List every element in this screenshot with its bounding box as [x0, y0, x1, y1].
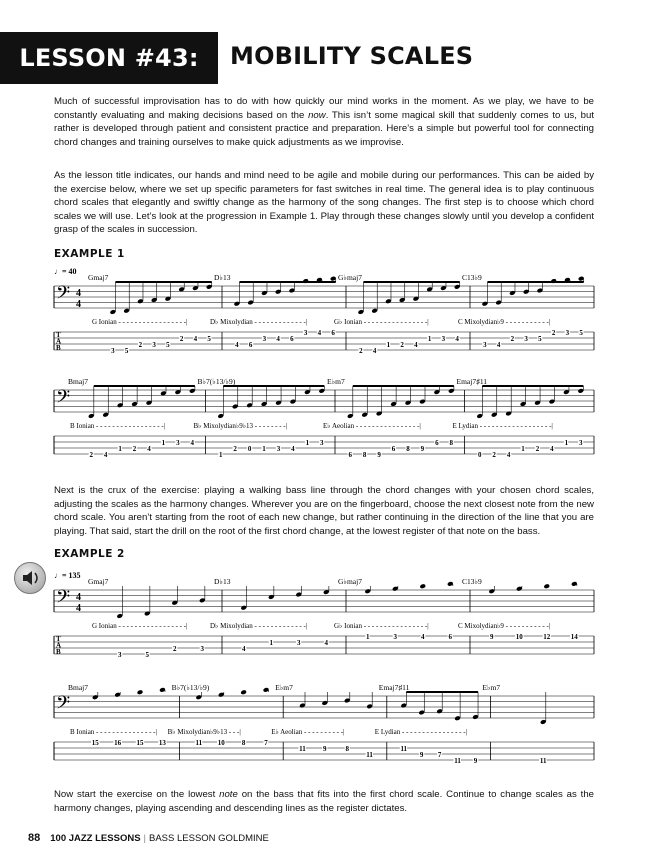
- scale-name: E♭ Aeolian - - - - - - - - - - - - - - - -|: [323, 422, 421, 430]
- tab-fret-number: 2: [400, 340, 404, 349]
- tab-fret-number: 6: [248, 340, 253, 349]
- tab-fret-number: 7: [264, 738, 268, 747]
- chord-symbol: E♭m7: [327, 377, 345, 386]
- tab-fret-number: 15: [91, 738, 99, 747]
- scale-name: D♭ Mixolydian - - - - - - - - - - - - -|: [210, 622, 308, 630]
- tab-fret-number: 1: [118, 444, 122, 453]
- scale-name: G Ionian - - - - - - - - - - - - - - - - -|: [92, 318, 188, 326]
- tab-fret-number: 5: [207, 334, 211, 343]
- tab-fret-number: 12: [543, 632, 551, 641]
- tab-fret-number: 4: [103, 450, 108, 459]
- chord-symbol: G♭maj7: [338, 273, 362, 282]
- bass-clef-icon: 𝄢: [56, 386, 71, 411]
- tab-fret-number: 15: [136, 738, 144, 747]
- scale-name: G♭ Ionian - - - - - - - - - - - - - - - -|: [334, 622, 429, 630]
- scale-name: C Mixolydian♭9 - - - - - - - - - - -|: [458, 622, 551, 630]
- tab-fret-number: 2: [535, 444, 540, 453]
- tab-letter: A: [56, 337, 62, 346]
- tab-fret-number: 6: [290, 334, 294, 343]
- page-footer: 88 100 JAZZ LESSONS | BASS LESSON GOLDMINE: [28, 832, 269, 844]
- tab-fret-number: 4: [550, 444, 554, 453]
- tab-fret-number: 4: [242, 644, 246, 653]
- tab-fret-number: 0: [247, 444, 252, 453]
- time-signature-bottom: 4: [76, 603, 81, 614]
- scale-name: B Ionian - - - - - - - - - - - - - - - - -|: [70, 422, 166, 430]
- tab-fret-number: 11: [299, 744, 306, 753]
- chord-symbol: Gmaj7: [88, 273, 109, 282]
- tab-fret-number: 1: [366, 632, 370, 641]
- tab-fret-number: 3: [176, 438, 180, 447]
- tab-fret-number: 0: [477, 450, 482, 459]
- tab-letter: A: [56, 641, 62, 650]
- scale-name: C Mixolydian♭9 - - - - - - - - - - -|: [458, 318, 551, 326]
- tab-fret-number: 4: [324, 638, 328, 647]
- tab-fret-number: 2: [132, 444, 137, 453]
- tab-fret-number: 1: [427, 334, 432, 343]
- scale-name: B♭ Mixolydian♭9♭13 - - -|: [167, 728, 241, 736]
- tab-fret-number: 8: [406, 444, 410, 453]
- closing-paragraph: Now start the exercise on the lowest note on the bass that fits into the first chord scale. Continue to change scales as the harmony changes, playing ascending and descending lines as the register dictates.: [54, 789, 594, 814]
- example-2-label: EXAMPLE 2: [54, 548, 125, 560]
- lesson-label: LESSON #43:: [0, 32, 218, 84]
- tab-fret-number: 4: [190, 438, 195, 447]
- tab-fret-number: 3: [111, 346, 115, 355]
- chord-symbol: Emaj7♯11: [378, 683, 410, 692]
- series-title: 100 JAZZ LESSONS: [50, 833, 141, 844]
- tab-fret-number: 2: [510, 334, 515, 343]
- bass-clef-icon: 𝄢: [56, 692, 71, 717]
- scale-name: G♭ Ionian - - - - - - - - - - - - - - - -|: [334, 318, 429, 326]
- tab-fret-number: 10: [515, 632, 523, 641]
- example-1-notation: [0, 264, 648, 474]
- tab-fret-number: 9: [420, 444, 425, 453]
- tab-fret-number: 4: [414, 340, 418, 349]
- tab-fret-number: 3: [320, 438, 324, 447]
- tab-fret-number: 11: [366, 750, 373, 759]
- chord-symbol: G♭maj7: [338, 577, 362, 586]
- scale-name: E♭ Aeolian - - - - - - - - - -|: [271, 728, 345, 736]
- page-number: 88: [28, 832, 41, 844]
- tab-fret-number: 9: [419, 750, 424, 759]
- tab-fret-number: 6: [331, 328, 335, 337]
- tab-fret-number: 1: [305, 438, 310, 447]
- tab-fret-number: 11: [539, 756, 547, 765]
- tab-fret-number: 8: [362, 450, 367, 459]
- tab-fret-number: 14: [570, 632, 578, 641]
- tab-fret-number: 5: [538, 334, 542, 343]
- lesson-title: MOBILITY SCALES: [230, 42, 474, 70]
- tab-fret-number: 5: [124, 346, 129, 355]
- chord-symbol: Emaj7♯11: [456, 377, 488, 386]
- tab-fret-number: 6: [348, 450, 352, 459]
- example-2-notation: [0, 564, 648, 786]
- tab-letter: B: [56, 648, 61, 656]
- chord-symbol: C13♭9: [462, 273, 482, 282]
- chord-symbol: Bmaj7: [68, 683, 88, 692]
- scale-name: B Ionian - - - - - - - - - - - - - - -|: [70, 728, 157, 736]
- book-title: BASS LESSON GOLDMINE: [149, 833, 269, 844]
- tab-fret-number: 11: [400, 744, 408, 753]
- tab-fret-number: 4: [421, 632, 425, 641]
- tab-fret-number: 2: [138, 340, 143, 349]
- tab-fret-number: 8: [449, 438, 454, 447]
- chord-symbol: Bmaj7: [68, 377, 88, 386]
- tab-fret-number: 2: [359, 346, 363, 355]
- tab-fret-number: 2: [492, 450, 496, 459]
- tab-fret-number: 5: [145, 650, 149, 659]
- tab-fret-number: 16: [114, 738, 122, 747]
- tab-fret-number: 3: [441, 334, 446, 343]
- tab-fret-number: 1: [269, 638, 273, 647]
- tab-fret-number: 2: [233, 444, 237, 453]
- scale-name: E Lydian - - - - - - - - - - - - - - - - - -|: [452, 422, 553, 430]
- tab-fret-number: 9: [323, 744, 327, 753]
- tab-fret-number: 4: [235, 340, 239, 349]
- chord-symbol: B♭7(♭13/♭9): [171, 683, 210, 692]
- tab-fret-number: 11: [454, 756, 461, 765]
- tab-fret-number: 10: [217, 738, 225, 747]
- scale-name: E Lydian - - - - - - - - - - - - - - - -|: [374, 728, 467, 736]
- tab-fret-number: 8: [241, 738, 246, 747]
- tab-fret-number: 5: [579, 328, 583, 337]
- crux-paragraph: Next is the crux of the exercise: playing a walking bass line through the chord changes with your chosen chord scales, adjusting the scales as the harmony changes. Wherever you are on the fingerboard, choose the next closest note from the new chord scale. You aren’t starting from the root of each new change, but rather continuing in the direction of the line that you are playing. That said, start the drill on the root of the first chord change, at the lowest register of that note on the bass.: [54, 485, 594, 537]
- chord-symbol: Gmaj7: [88, 577, 109, 586]
- intro-paragraph: Much of successful improvisation has to do with how quickly our mind works in the moment. As we play, we have to be constantly evaluating and making decisions based on the now. This isn’t some magical skill that suddenly comes to us, but rather is developed through patient and consistent practice and preparation. Here’s a simple but powerful tool for connecting chord changes and training ourselves to make quick adjustments as we improvise.: [54, 96, 594, 148]
- tab-fret-number: 1: [386, 340, 391, 349]
- chord-symbol: D♭13: [214, 577, 231, 586]
- chord-symbol: E♭m7: [482, 683, 501, 692]
- chord-symbol: E♭m7: [275, 683, 293, 692]
- chord-symbol: D♭13: [214, 273, 231, 282]
- example-1-label: EXAMPLE 1: [54, 248, 125, 260]
- scale-name: D♭ Mixolydian - - - - - - - - - - - - -|: [210, 318, 308, 326]
- tab-fret-number: 3: [152, 340, 156, 349]
- tab-fret-number: 4: [455, 334, 459, 343]
- tab-fret-number: 4: [147, 444, 151, 453]
- tab-fret-number: 9: [473, 756, 478, 765]
- tab-letter: T: [56, 331, 61, 339]
- tab-fret-number: 6: [435, 438, 439, 447]
- tempo-marking: ♩= 135: [54, 571, 81, 580]
- tab-fret-number: 4: [276, 334, 280, 343]
- time-signature-bottom: 4: [76, 299, 81, 310]
- tab-fret-number: 6: [391, 444, 396, 453]
- time-signature-top: 4: [76, 288, 81, 299]
- tab-fret-number: 11: [195, 738, 203, 747]
- instruction-paragraph: As the lesson title indicates, our hands and mind need to be agile and mobile during our performances. This can be aided by the exercise below, where we set up specific parameters for fast switches in real time. The general idea is to play continuous chord scales that elegantly and swiftly change as the harmony of the song changes. The first step is to choose which chord scales we will use. Let’s look at the progression in Example 1. Play through these changes slowly until you develop a confident grasp of the scales in succession.: [54, 170, 594, 236]
- tab-fret-number: 1: [218, 450, 223, 459]
- tab-fret-number: 4: [496, 340, 501, 349]
- tab-fret-number: 1: [262, 444, 266, 453]
- tab-fret-number: 3: [118, 650, 122, 659]
- bass-clef-icon: 𝄢: [56, 282, 71, 307]
- tab-fret-number: 9: [490, 632, 494, 641]
- scale-name: B♭ Mixolydian♭9♭13 - - - - - - - -|: [193, 422, 288, 430]
- tab-letter: T: [56, 635, 61, 643]
- tab-fret-number: 3: [303, 328, 308, 337]
- tab-fret-number: 9: [377, 450, 381, 459]
- tab-letter: B: [56, 344, 61, 352]
- tab-fret-number: 1: [521, 444, 525, 453]
- tempo-marking: ♩= 40: [54, 267, 77, 276]
- tab-fret-number: 3: [524, 334, 528, 343]
- tab-fret-number: 6: [448, 632, 452, 641]
- tab-fret-number: 3: [579, 438, 583, 447]
- tab-fret-number: 13: [158, 738, 166, 747]
- tab-fret-number: 2: [173, 644, 177, 653]
- scale-name: G Ionian - - - - - - - - - - - - - - - - -|: [92, 622, 188, 630]
- chord-symbol: C13♭9: [462, 577, 482, 586]
- tab-fret-number: 1: [564, 438, 569, 447]
- tab-fret-number: 3: [262, 334, 267, 343]
- tab-fret-number: 2: [89, 450, 93, 459]
- tab-fret-number: 8: [345, 744, 349, 753]
- tab-fret-number: 7: [437, 750, 442, 759]
- bass-clef-icon: 𝄢: [56, 586, 71, 611]
- tab-fret-number: 4: [193, 334, 198, 343]
- tab-fret-number: 3: [200, 644, 204, 653]
- time-signature-top: 4: [76, 592, 81, 603]
- tab-fret-number: 3: [393, 632, 397, 641]
- tab-fret-number: 4: [317, 328, 322, 337]
- tab-fret-number: 4: [291, 444, 295, 453]
- tab-fret-number: 4: [506, 450, 511, 459]
- tab-fret-number: 3: [565, 328, 570, 337]
- tab-fret-number: 2: [551, 328, 556, 337]
- tab-fret-number: 3: [483, 340, 487, 349]
- tab-fret-number: 3: [297, 638, 301, 647]
- tab-fret-number: 3: [276, 444, 281, 453]
- tab-fret-number: 4: [372, 346, 377, 355]
- chord-symbol: B♭7(♭13/♭9): [197, 377, 236, 386]
- tab-fret-number: 5: [166, 340, 170, 349]
- tab-fret-number: 2: [179, 334, 184, 343]
- tab-fret-number: 1: [161, 438, 166, 447]
